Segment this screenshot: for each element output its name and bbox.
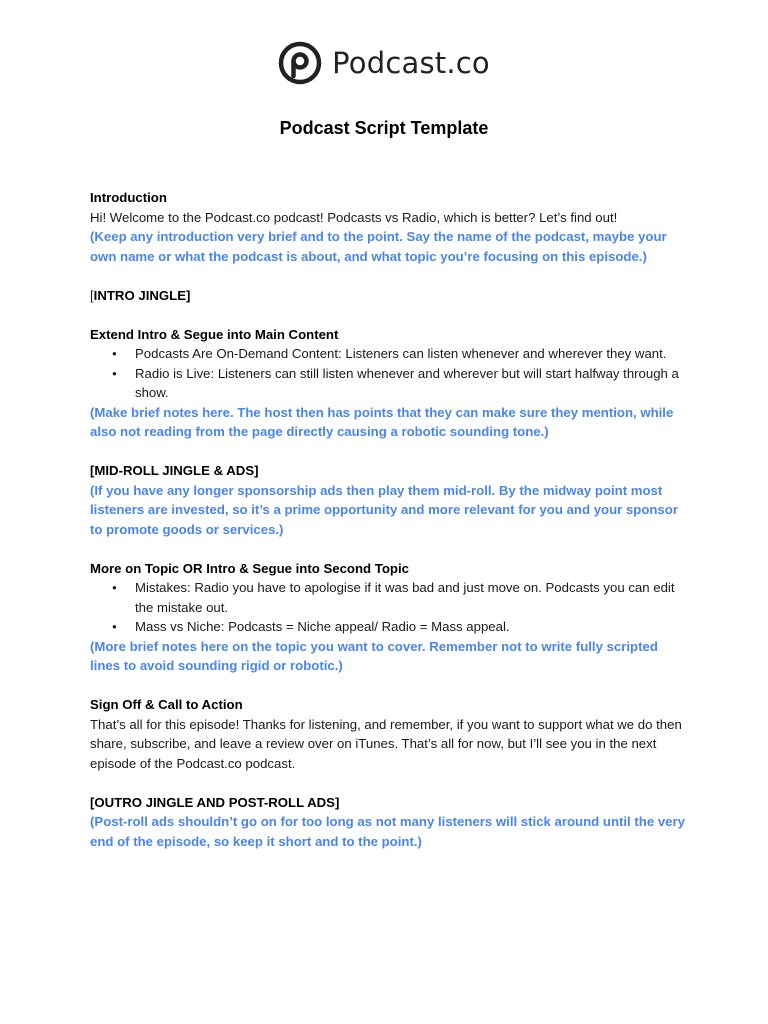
intro-jingle-label: INTRO JINGLE] — [93, 287, 191, 303]
section-sign-off — [90, 695, 690, 773]
section-note: (Keep any introduction very brief and to the point. Say the name of the podcast, maybe your own name or what the podcast is about, and what topic you’re focusing on this episode.) — [90, 229, 667, 264]
section-heading: [MID-ROLL JINGLE & ADS] — [90, 463, 259, 478]
section-body: Hi! Welcome to the Podcast.co podcast! Podcasts vs Radio, which is better? Let’s find out! — [90, 209, 618, 225]
section-note: (More brief notes here on the topic you want to cover. Remember not to write fully scripted lines to avoid sounding rigid or robotic.) — [90, 638, 658, 673]
paragraph-gap — [90, 676, 690, 696]
section-heading: More on Topic OR Intro & Segue into Second Topic — [90, 560, 409, 576]
list-item: ● Mass vs Niche: Podcasts = Niche appeal/ Radio = Mass appeal. — [135, 617, 690, 637]
paragraph-gap — [90, 442, 690, 462]
brand-name: Podcast.co — [332, 46, 490, 80]
list-item: ● Podcasts Are On-Demand Content: Listeners can listen whenever and wherever they want. — [135, 344, 690, 364]
section-note: (If you have any longer sponsorship ads then play them mid-roll. By the midway point most listeners are invested, so it’s a prime opportunity and more relevant for you and your sponsor to promote goods or services.) — [90, 482, 678, 537]
section-extend-intro — [90, 325, 690, 442]
bracket-open: [ — [90, 287, 94, 303]
brand-logo — [0, 40, 768, 86]
document-title: Podcast Script Template — [279, 118, 489, 138]
section-heading: [OUTRO JINGLE AND POST-ROLL ADS] — [90, 794, 340, 810]
section-body: That’s all for this episode! Thanks for listening, and remember, if you want to support what we do then share, subscribe, and leave a review over on iTunes. That’s all for now, but I’ll see you in the next episode of the Podcast.co podcast. — [90, 716, 682, 771]
section-note: (Post-roll ads shouldn’t go on for too long as not many listeners will stick around until the very end of the episode, so keep it short and to the point.) — [90, 814, 685, 849]
paragraph-gap — [90, 539, 690, 559]
paragraph-gap — [90, 773, 690, 793]
section-intro-jingle — [90, 286, 690, 306]
document-body — [90, 188, 690, 851]
podcast-p-icon — [278, 41, 322, 85]
section-note: (Make brief notes here. The host then has points that they can make sure they mention, while also not reading from the page directly causing a robotic sounding tone.) — [90, 404, 674, 439]
paragraph-gap — [90, 266, 690, 286]
paragraph-gap — [90, 305, 690, 325]
list-item: ● Mistakes: Radio you have to apologise if it was bad and just move on. Podcasts you can edit the mistake out. — [135, 578, 690, 617]
section-outro — [90, 793, 690, 852]
bullet-list — [90, 578, 690, 637]
section-heading: Extend Intro & Segue into Main Content — [90, 326, 339, 342]
list-item: ● Radio is Live: Listeners can still listen whenever and wherever but will start halfway through a show. — [135, 364, 690, 403]
section-heading: Introduction — [90, 190, 167, 205]
section-mid-roll — [90, 461, 690, 539]
section-heading — [90, 286, 690, 306]
section-introduction — [90, 188, 690, 266]
section-heading: Sign Off & Call to Action — [90, 697, 243, 712]
section-more-on-topic — [90, 559, 690, 676]
bullet-list — [90, 344, 690, 403]
